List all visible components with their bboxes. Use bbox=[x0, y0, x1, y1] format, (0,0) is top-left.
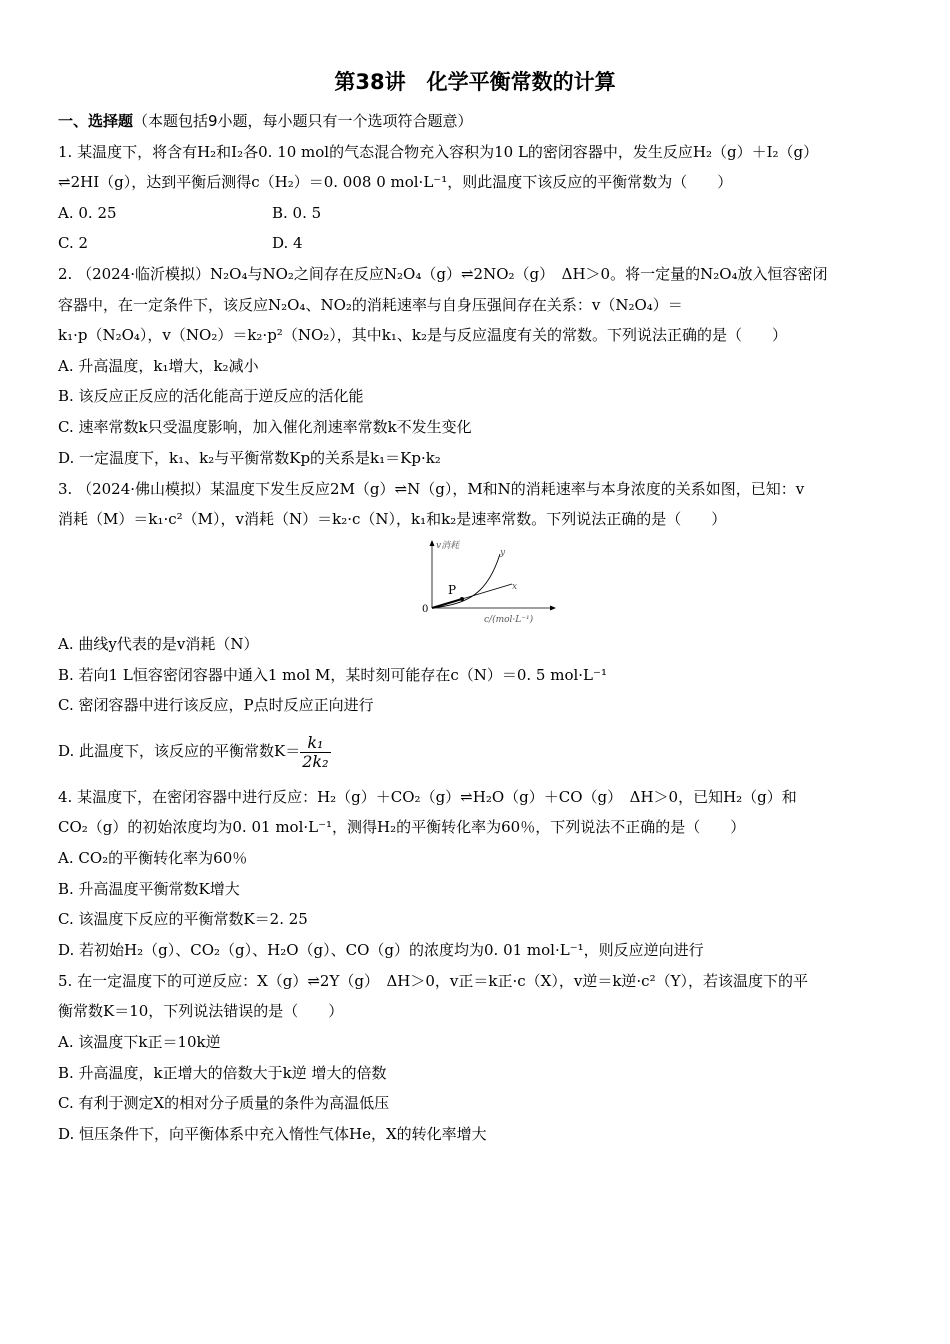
q5-option-b: B. 升高温度，k正增大的倍数大于k逆 增大的倍数 bbox=[58, 1064, 387, 1082]
section-heading bbox=[58, 110, 473, 131]
q3-option-b: B. 若向1 L恒容密闭容器中通入1 mol M，某时刻可能存在c（N）＝0. 5 mol·L⁻¹ bbox=[58, 666, 607, 684]
rate-concentration-figure bbox=[420, 534, 560, 626]
y-axis-arrow bbox=[430, 540, 435, 546]
y-axis-label: v消耗 bbox=[436, 541, 460, 551]
q4-option-c: C. 该温度下反应的平衡常数K＝2. 25 bbox=[58, 910, 308, 928]
origin-label: 0 bbox=[422, 604, 429, 615]
q3-option-a: A. 曲线y代表的是v消耗（N） bbox=[58, 635, 259, 653]
q5-option-c: C. 有利于测定X的相对分子质量的条件为高温低压 bbox=[58, 1094, 390, 1112]
q1-option-c: C. 2 bbox=[58, 234, 89, 252]
q1-stem-line2: ⇌2HI（g），达到平衡后测得c（H₂）＝0. 008 0 mol·L⁻¹，则此温度下该反应的平衡常数为（ ） bbox=[58, 173, 733, 191]
equilibrium-constant-fraction bbox=[300, 734, 330, 771]
q1-stem-line1: 1. 某温度下，将含有H₂和I₂各0. 10 mol的气态混合物充入容积为10 L的密闭容器中，发生反应H₂（g）＋I₂（g） bbox=[58, 143, 819, 161]
q2-option-c: C. 速率常数k只受温度影响，加入催化剂速率常数k不发生变化 bbox=[58, 418, 472, 436]
fraction-numerator: k₁ bbox=[300, 734, 330, 753]
fraction-denominator: 2k₂ bbox=[302, 751, 329, 771]
curve-y bbox=[432, 554, 500, 608]
point-p-label: P bbox=[448, 583, 457, 597]
point-p bbox=[460, 597, 464, 601]
x-axis-label: c/(mol·L⁻¹) bbox=[484, 615, 534, 625]
q4-option-a: A. CO₂的平衡转化率为60％ bbox=[58, 849, 248, 867]
q5-option-d: D. 恒压条件下，向平衡体系中充入惰性气体He，X的转化率增大 bbox=[58, 1125, 487, 1143]
overlap-segment bbox=[432, 599, 462, 608]
q1-option-a: A. 0. 25 bbox=[58, 204, 117, 222]
q5-option-a: A. 该温度下k正＝10k逆 bbox=[58, 1033, 221, 1051]
q2-option-d: D. 一定温度下，k₁、k₂与平衡常数Kp的关系是k₁＝Kp·k₂ bbox=[58, 449, 441, 467]
section-note: （本题包括9小题，每小题只有一个选项符合题意） bbox=[133, 112, 473, 130]
q2-stem-line3: k₁·p（N₂O₄），v（NO₂）＝k₂·p²（NO₂），其中k₁、k₂是与反应温度有关的常数。下列说法正确的是（ ） bbox=[58, 326, 787, 344]
q5-stem-line1: 5. 在一定温度下的可逆反应：X（g）⇌2Y（g） ΔH＞0，v正＝k正·c（X），v逆＝k逆·c²（Y），若该温度下的平 bbox=[58, 972, 808, 990]
q3-option-c: C. 密闭容器中进行该反应，P点时反应正向进行 bbox=[58, 696, 374, 714]
q2-option-a: A. 升高温度，k₁增大，k₂减小 bbox=[58, 357, 259, 375]
q1-option-b: B. 0. 5 bbox=[272, 204, 322, 222]
q3-stem-line1: 3. （2024·佛山模拟）某温度下发生反应2M（g）⇌N（g），M和N的消耗速率与本身浓度的关系如图，已知：v bbox=[58, 480, 805, 498]
section-head: 一、选择题 bbox=[58, 112, 134, 130]
q4-stem-line2: CO₂（g）的初始浓度均为0. 01 mol·L⁻¹，测得H₂的平衡转化率为60％，下列说法不正确的是（ ） bbox=[58, 818, 746, 836]
q1-option-d: D. 4 bbox=[272, 234, 303, 252]
q4-option-b: B. 升高温度平衡常数K增大 bbox=[58, 880, 240, 898]
curve-y-label: y bbox=[500, 548, 506, 558]
q3-option-d-text: D. 此温度下，该反应的平衡常数K＝ bbox=[58, 742, 301, 760]
q4-stem-line1: 4. 某温度下，在密闭容器中进行反应：H₂（g）＋CO₂（g）⇌H₂O（g）＋CO（g） ΔH＞0，已知H₂（g）和 bbox=[58, 788, 797, 806]
q2-stem-line2: 容器中，在一定条件下，该反应N₂O₄、NO₂的消耗速率与自身压强间存在关系：v（N₂O₄）＝ bbox=[58, 296, 683, 314]
q2-option-b: B. 该反应正反应的活化能高于逆反应的活化能 bbox=[58, 387, 364, 405]
line-x-label: x bbox=[512, 582, 518, 592]
page-title: 第38讲 化学平衡常数的计算 bbox=[334, 70, 616, 94]
x-axis-arrow bbox=[550, 606, 556, 611]
q2-stem-line1: 2. （2024·临沂模拟）N₂O₄与NO₂之间存在反应N₂O₄（g）⇌2NO₂（g） ΔH＞0。将一定量的N₂O₄放入恒容密闭 bbox=[58, 265, 828, 283]
q3-stem-line2: 消耗（M）＝k₁·c²（M），v消耗（N）＝k₂·c（N），k₁和k₂是速率常数。下列说法正确的是（ ） bbox=[58, 510, 727, 528]
q3-option-d bbox=[58, 731, 331, 775]
q4-option-d: D. 若初始H₂（g）、CO₂（g）、H₂O（g）、CO（g）的浓度均为0. 01 mol·L⁻¹，则反应逆向进行 bbox=[58, 941, 704, 959]
q5-stem-line2: 衡常数K＝10，下列说法错误的是（ ） bbox=[58, 1002, 344, 1020]
